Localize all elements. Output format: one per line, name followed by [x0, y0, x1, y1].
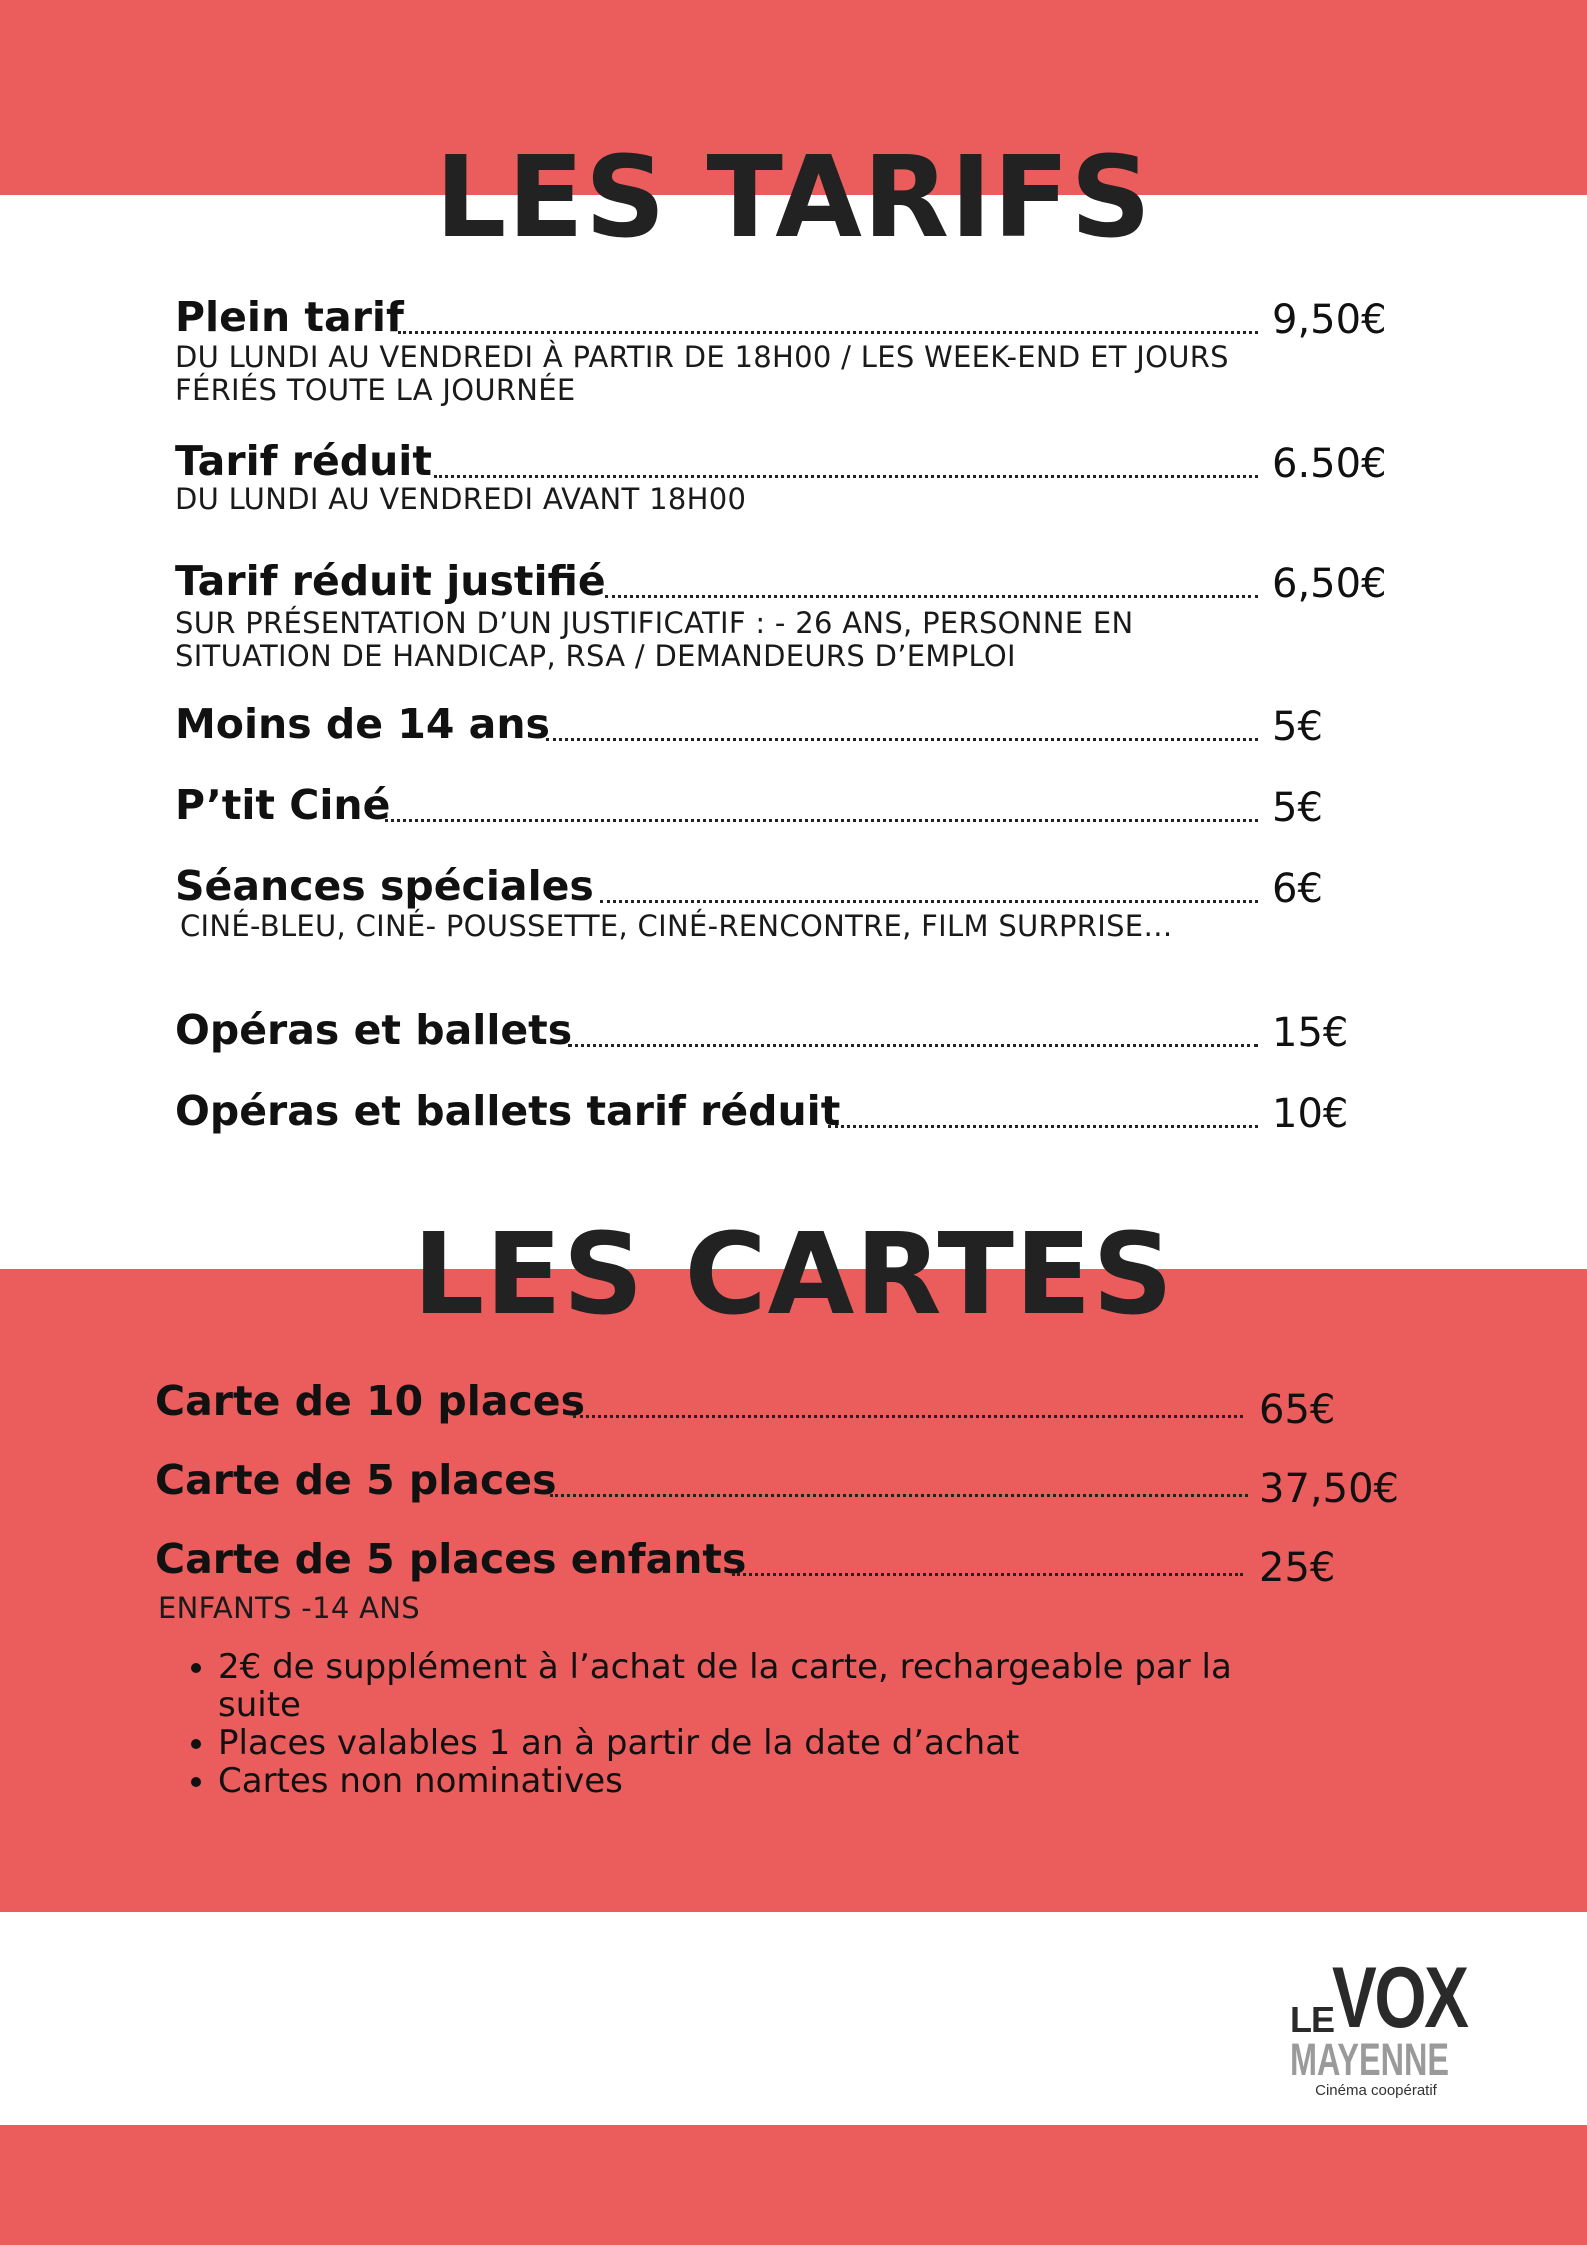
tarif-label: Séances spéciales	[175, 862, 594, 910]
tarif-price: 6.50€	[1272, 441, 1387, 487]
dot-leader	[600, 900, 1258, 903]
tarif-label: Opéras et ballets tarif réduit	[175, 1087, 841, 1135]
dot-leader	[828, 1125, 1258, 1128]
tarif-row-ptit-cine	[0, 781, 1587, 851]
logo-city-text: MAYENNE	[1290, 2034, 1450, 2085]
tarif-row-operas	[0, 1006, 1587, 1076]
carte-label: Carte de 5 places	[155, 1456, 557, 1504]
tarif-label: Plein tarif	[175, 293, 404, 341]
dot-leader	[605, 595, 1258, 598]
tarif-note: DU LUNDI AU VENDREDI AVANT 18H00	[175, 482, 747, 516]
dot-leader	[398, 331, 1258, 334]
dot-leader	[550, 1494, 1248, 1497]
dot-leader	[568, 1044, 1258, 1047]
tarif-label: P’tit Ciné	[175, 781, 391, 829]
tarif-price: 6,50€	[1272, 561, 1387, 607]
tarif-row-operas-reduit	[0, 1087, 1587, 1157]
dot-leader	[434, 475, 1258, 478]
tarif-price: 10€	[1272, 1091, 1349, 1137]
tarif-label: Tarif réduit	[175, 437, 432, 485]
le-vox-mayenne-logo	[1290, 1950, 1467, 2100]
tarif-label: Tarif réduit justifié	[175, 557, 606, 605]
tarif-note: CINÉ-BLEU, CINÉ- POUSSETTE, CINÉ-RENCONTRE, FILM SURPRISE…	[180, 909, 1173, 943]
logo-tagline: Cinéma coopératif	[1315, 2082, 1437, 2099]
tarif-label: Moins de 14 ans	[175, 700, 550, 748]
logo-vox-text: VOX	[1332, 1950, 1467, 2046]
carte-label: Carte de 10 places	[155, 1377, 585, 1425]
tarif-row-moins-14	[0, 700, 1587, 770]
dot-leader	[385, 819, 1258, 822]
dot-leader	[546, 738, 1258, 741]
carte-price: 25€	[1259, 1545, 1336, 1591]
tarif-price: 5€	[1272, 704, 1323, 750]
dot-leader	[732, 1573, 1243, 1576]
tarif-label: Opéras et ballets	[175, 1006, 573, 1054]
tarif-price: 6€	[1272, 866, 1323, 912]
carte-label: Carte de 5 places enfants	[155, 1535, 747, 1583]
tarif-note: SUR PRÉSENTATION D’UN JUSTIFICATIF : - 26 ANS, PERSONNE EN SITUATION DE HANDICAP, RSA / DEMANDEURS D’EMPLOI	[175, 606, 1134, 673]
tarif-price: 15€	[1272, 1010, 1349, 1056]
carte-price: 65€	[1259, 1387, 1336, 1433]
list-item: • Cartes non nominatives	[218, 1762, 1298, 1800]
tarif-note: DU LUNDI AU VENDREDI À PARTIR DE 18H00 / LES WEEK-END ET JOURS FÉRIÉS TOUTE LA JOURNÉE	[175, 340, 1229, 407]
cartes-heading: LES CARTES	[412, 1210, 1175, 1340]
carte-price: 37,50€	[1259, 1466, 1399, 1512]
list-item: • Places valables 1 an à partir de la date d’achat	[218, 1724, 1298, 1762]
carte-row-10-places	[0, 1377, 1587, 1447]
tarif-price: 9,50€	[1272, 297, 1387, 343]
cartes-conditions-list	[188, 1648, 1298, 1800]
carte-note: ENFANTS -14 ANS	[158, 1591, 420, 1625]
carte-row-5-places	[0, 1456, 1587, 1526]
logo-le-text: LE	[1290, 1999, 1335, 2040]
bottom-red-band	[0, 2125, 1587, 2245]
tarif-price: 5€	[1272, 785, 1323, 831]
list-item: • 2€ de supplément à l’achat de la carte, rechargeable par la suite	[218, 1648, 1298, 1724]
tarifs-heading: LES TARIFS	[435, 133, 1152, 263]
dot-leader	[573, 1415, 1243, 1418]
